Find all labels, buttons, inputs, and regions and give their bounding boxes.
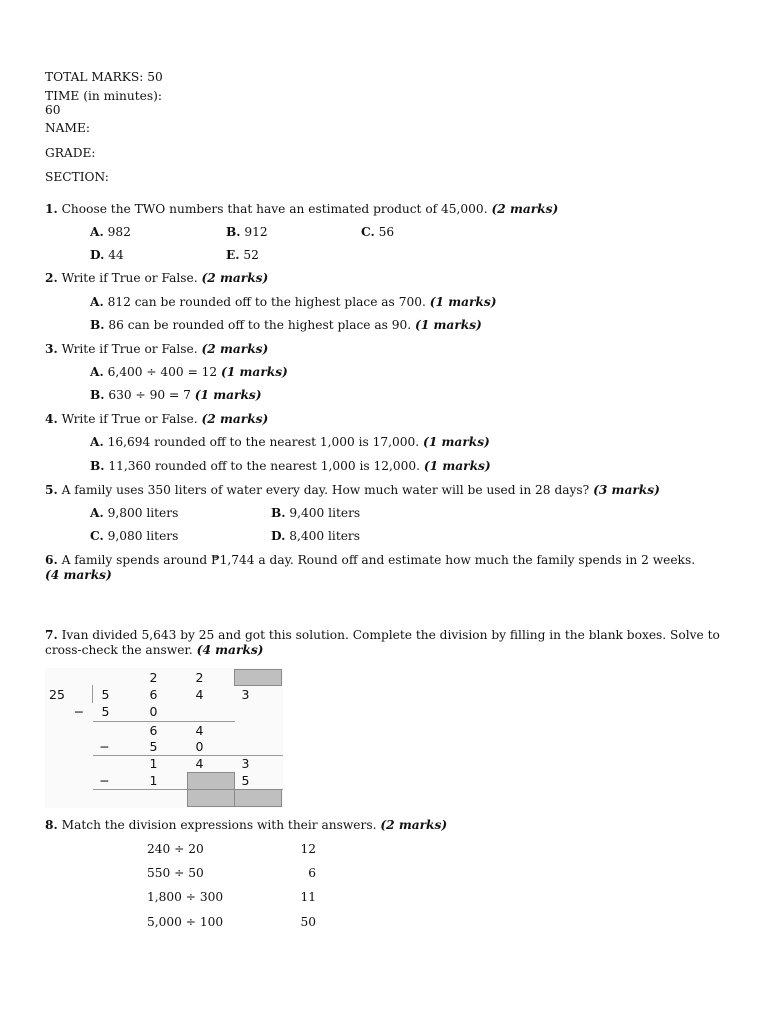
question-number: 4.	[45, 412, 58, 426]
name-label: NAME:	[45, 121, 90, 135]
option-letter: D.	[90, 248, 105, 262]
question-2	[45, 271, 268, 285]
item-marks: (1 marks)	[415, 318, 482, 332]
blank-box[interactable]	[234, 789, 282, 807]
item	[90, 435, 490, 449]
match-expression: 240 ÷ 20	[147, 842, 204, 856]
dividend-digit: 5	[101, 687, 110, 702]
option	[90, 248, 124, 262]
question-number: 5.	[45, 483, 58, 497]
match-answer: 12	[300, 842, 316, 856]
question-marks: (4 marks)	[196, 642, 264, 657]
option	[226, 225, 268, 239]
item	[90, 365, 288, 379]
item-letter: B.	[90, 459, 105, 473]
match-answer: 11	[300, 890, 316, 904]
question-5	[45, 483, 660, 497]
question-text: Write if True or False.	[57, 271, 202, 285]
option	[361, 225, 394, 239]
option-text: 44	[104, 248, 124, 262]
option-letter: B.	[226, 225, 241, 239]
dividend-digit: 4	[195, 687, 204, 702]
question-marks: (2 marks)	[491, 202, 559, 216]
question-number: 7.	[45, 628, 58, 642]
section-label: SECTION:	[45, 170, 109, 184]
time-value: 60	[45, 103, 61, 117]
step-digit: 1	[149, 756, 158, 771]
quotient-digit: 2	[195, 670, 204, 685]
item-marks: (1 marks)	[429, 295, 497, 309]
item-letter: A.	[90, 435, 104, 449]
option	[90, 529, 178, 543]
item-marks: (1 marks)	[423, 435, 490, 449]
time-label: TIME (in minutes):	[45, 89, 162, 103]
blank-box[interactable]	[234, 669, 282, 686]
step-digit: 4	[195, 756, 204, 771]
step-digit: 1	[149, 773, 158, 788]
match-expression: 550 ÷ 50	[147, 866, 204, 880]
step-digit: 0	[195, 739, 204, 754]
option-letter: C.	[361, 225, 375, 239]
item	[90, 388, 262, 402]
question-text: Write if True or False.	[57, 412, 202, 426]
option	[226, 248, 259, 262]
grade-label: GRADE:	[45, 146, 96, 160]
question-text: A family spends around ₱1,744 a day. Round off and estimate how much the family spends in 2 weeks.	[57, 553, 696, 567]
question-8	[45, 818, 447, 832]
option-text: 9,080 liters	[103, 529, 179, 543]
subtraction-line	[93, 721, 235, 722]
option-text: 56	[374, 225, 395, 239]
question-marks: (2 marks)	[380, 818, 448, 832]
item-text: 86 can be rounded off to the highest place as 90.	[104, 318, 416, 332]
question-3	[45, 342, 268, 356]
step-digit: 6	[149, 723, 158, 738]
blank-box[interactable]	[187, 789, 235, 807]
step-digit: 4	[195, 723, 204, 738]
question-number: 6.	[45, 553, 58, 567]
question-text: A family uses 350 liters of water every day. How much water will be used in 28 days?	[57, 483, 594, 497]
question-marks: (4 marks)	[45, 567, 112, 582]
question-4	[45, 412, 268, 426]
item-letter: B.	[90, 318, 105, 332]
match-answer: 50	[300, 915, 316, 929]
item-text: 812 can be rounded off to the highest place as 700.	[103, 295, 430, 309]
quotient-digit: 2	[149, 670, 158, 685]
item-marks: (1 marks)	[221, 365, 288, 379]
item-letter: B.	[90, 388, 105, 402]
item-marks: (1 marks)	[194, 388, 262, 402]
step-digit: 0	[149, 704, 158, 719]
option-letter: C.	[90, 529, 104, 543]
minus-sign: −	[99, 739, 110, 754]
option	[90, 506, 178, 520]
item-letter: A.	[90, 365, 104, 379]
item-text: 16,694 rounded off to the nearest 1,000 is 17,000.	[103, 435, 424, 449]
item-text: 630 ÷ 90 = 7	[104, 388, 195, 402]
option-letter: E.	[226, 248, 240, 262]
option	[90, 225, 131, 239]
option-letter: D.	[271, 529, 286, 543]
option-letter: B.	[271, 506, 286, 520]
option-text: 8,400 liters	[285, 529, 361, 543]
question-7	[45, 628, 735, 657]
step-digit: 3	[241, 756, 250, 771]
question-text: Match the division expressions with their answers.	[57, 818, 381, 832]
question-1	[45, 202, 558, 216]
minus-sign: −	[99, 773, 110, 788]
option-letter: A.	[90, 225, 104, 239]
match-answer: 6	[308, 866, 316, 880]
step-digit: 5	[101, 704, 110, 719]
item-text: 11,360 rounded off to the nearest 1,000 is 12,000.	[104, 459, 424, 473]
option-letter: A.	[90, 506, 104, 520]
dividend-digit: 3	[241, 687, 250, 702]
question-marks: (2 marks)	[201, 271, 269, 285]
option-text: 9,800 liters	[103, 506, 179, 520]
question-text: Ivan divided 5,643 by 25 and got this solution. Complete the division by filling in the blank boxes. Solve to cross-check the answer.	[45, 628, 720, 657]
item	[90, 295, 496, 309]
total-marks: TOTAL MARKS: 50	[45, 70, 163, 84]
option-text: 982	[103, 225, 131, 239]
option	[271, 506, 360, 520]
question-number: 2.	[45, 271, 58, 285]
question-number: 8.	[45, 818, 58, 832]
question-text: Choose the TWO numbers that have an estimated product of 45,000.	[57, 202, 492, 216]
question-6	[45, 553, 735, 582]
question-text: Write if True or False.	[57, 342, 202, 356]
question-number: 1.	[45, 202, 58, 216]
question-marks: (2 marks)	[201, 412, 269, 426]
item-marks: (1 marks)	[423, 459, 491, 473]
option-text: 52	[239, 248, 259, 262]
match-expression: 5,000 ÷ 100	[147, 915, 224, 929]
question-marks: (2 marks)	[201, 342, 269, 356]
minus-sign: −	[73, 704, 85, 719]
match-expression: 1,800 ÷ 300	[147, 890, 224, 904]
divisor: 25	[49, 687, 65, 702]
dividend-digit: 6	[149, 687, 158, 702]
item-text: 6,400 ÷ 400 = 12	[103, 365, 222, 379]
option-text: 912	[240, 225, 268, 239]
option-text: 9,400 liters	[285, 506, 361, 520]
step-digit: 5	[149, 739, 158, 754]
long-division	[45, 668, 283, 808]
item	[90, 459, 491, 473]
step-digit: 5	[241, 773, 250, 788]
option	[271, 529, 360, 543]
question-number: 3.	[45, 342, 58, 356]
question-marks: (3 marks)	[593, 483, 660, 497]
item-letter: A.	[90, 295, 104, 309]
item	[90, 318, 482, 332]
